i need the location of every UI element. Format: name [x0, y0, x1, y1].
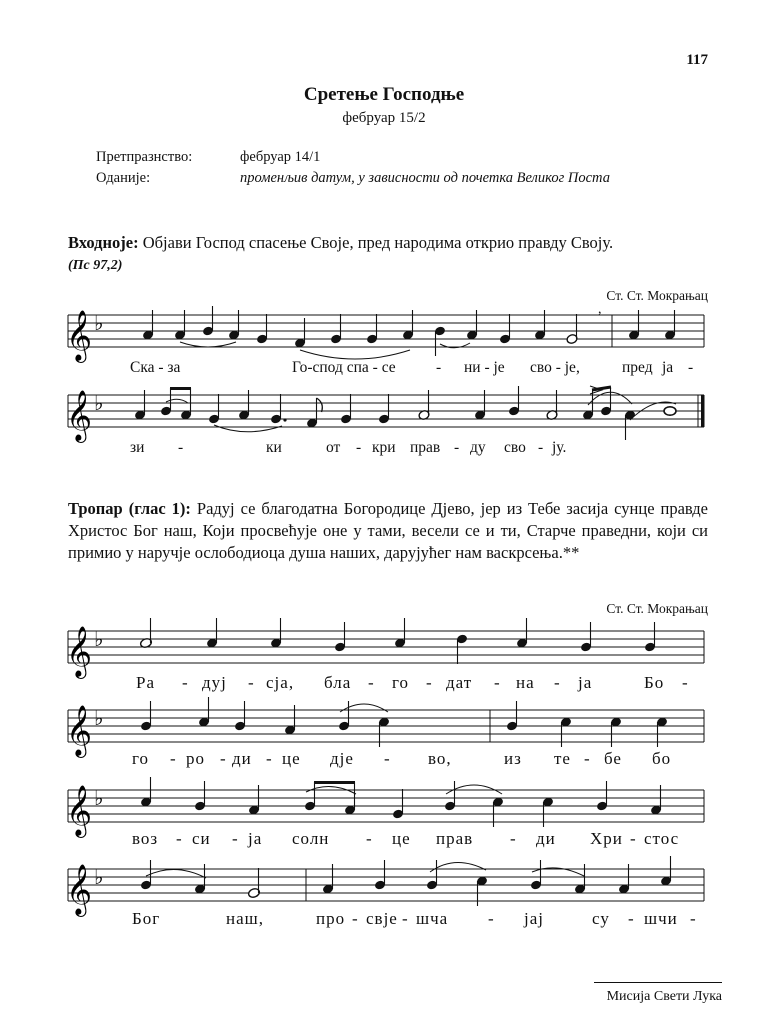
- notes: [140, 777, 662, 827]
- lyric: го: [392, 673, 410, 692]
- lyric: си: [192, 829, 211, 848]
- leavetaking-label: Оданије:: [96, 170, 151, 186]
- lyric: -: [368, 673, 375, 692]
- lyric: го: [132, 749, 150, 768]
- lyric: јај: [524, 909, 544, 928]
- breath-mark: ,: [598, 302, 602, 317]
- lyric: Ра: [136, 673, 155, 692]
- forefeast-value: фебруар 14/1: [240, 149, 321, 165]
- lyric: на: [516, 673, 535, 692]
- staff-lines: [68, 631, 704, 663]
- lyric: -: [688, 359, 694, 376]
- key-flat-icon: ♭: [94, 627, 104, 651]
- lyric: -: [178, 439, 184, 456]
- lyric: сво: [504, 439, 526, 456]
- leavetaking-value: променљив датум, у зависности од почетка Великог Поста: [240, 170, 610, 186]
- lyric: Ска - за: [130, 359, 181, 376]
- lyric: -: [182, 673, 189, 692]
- lyric: Хри: [590, 829, 623, 848]
- key-flat-icon: ♭: [94, 311, 104, 335]
- lyric: шча: [416, 909, 449, 928]
- lyric: Бо: [644, 673, 665, 692]
- staff-lines: [68, 710, 704, 742]
- system-6: [66, 856, 704, 928]
- key-flat-icon: ♭: [94, 865, 104, 889]
- lyric: Го-спод спа - се: [292, 359, 396, 376]
- lyric: -: [494, 673, 501, 692]
- lyric: солн: [292, 829, 330, 848]
- entrance-composer: Ст. Ст. Мокрањац: [606, 288, 708, 303]
- lyric: ни - је: [464, 359, 505, 376]
- slurs: [340, 704, 388, 712]
- treble-clef-icon: 𝄞: [66, 705, 93, 756]
- slurs: [146, 862, 584, 878]
- lyric: -: [232, 829, 239, 848]
- footer-rule: [594, 982, 722, 983]
- lyrics-system-1: [130, 359, 693, 376]
- treble-clef-icon: 𝄞: [66, 310, 93, 361]
- lyric: ду: [470, 439, 486, 456]
- lyric: -: [690, 909, 697, 928]
- lyric: воз: [132, 829, 159, 848]
- entrance-text: Објави Господ спасење Своје, пред народима открио правду Своју.: [142, 233, 614, 252]
- troparion-text: Радуј се благодатна Богородице Дјево, јер из Тебе засија сунце правде Христос Бог наш, Који просвећује оне у тами, весели се и ти, Старче праведни, који си примио у наручје ослободиоца душа наших, дарујућег нам васкрсења.**: [68, 499, 708, 562]
- lyric: из: [504, 749, 522, 768]
- staff-lines: [68, 790, 704, 822]
- lyrics-system-2: [130, 439, 566, 456]
- lyric: свје: [366, 909, 398, 928]
- lyric: те: [554, 749, 571, 768]
- lyric: зи: [130, 439, 145, 456]
- lyric: ја: [248, 829, 263, 848]
- lyric: -: [426, 673, 433, 692]
- key-flat-icon: ♭: [94, 391, 104, 415]
- lyric: -: [538, 439, 544, 456]
- lyric: сја,: [266, 673, 295, 692]
- lyric: -: [488, 909, 495, 928]
- treble-clef-icon: 𝄞: [66, 626, 93, 677]
- lyric: -: [402, 909, 409, 928]
- lyric: -: [630, 829, 637, 848]
- system-3: [66, 618, 704, 692]
- lyric: прав: [436, 829, 474, 848]
- lyric: -: [176, 829, 183, 848]
- lyric: -: [170, 749, 177, 768]
- lyric: -: [356, 439, 362, 456]
- lyric: ди: [536, 829, 556, 848]
- lyric: -: [584, 749, 591, 768]
- lyric: пред: [622, 359, 653, 376]
- lyric: -: [554, 673, 561, 692]
- lyric: -: [436, 359, 442, 376]
- lyric: -: [352, 909, 359, 928]
- lyric: -: [682, 673, 689, 692]
- key-flat-icon: ♭: [94, 706, 104, 730]
- treble-clef-icon: 𝄞: [66, 390, 93, 441]
- lyric: прав: [410, 439, 441, 456]
- lyric: -: [454, 439, 460, 456]
- forefeast-label: Претпразнство:: [96, 149, 193, 165]
- lyric: шчи: [644, 909, 678, 928]
- lyric: Бог: [132, 909, 161, 928]
- lyric: сво - је,: [530, 359, 580, 376]
- troparion-heading: Тропар (глас 1):: [68, 499, 191, 518]
- lyric: ја: [578, 673, 593, 692]
- lyric: ди: [232, 749, 252, 768]
- lyric: су: [592, 909, 610, 928]
- system-5: [66, 777, 704, 848]
- system-2: [66, 386, 705, 456]
- lyric: дуј: [202, 673, 227, 692]
- key-flat-icon: ♭: [94, 786, 104, 810]
- staff-lines: [68, 869, 704, 901]
- notes: [140, 856, 672, 906]
- final-barline: [701, 395, 705, 427]
- notes: [139, 618, 656, 664]
- lyric: про: [316, 909, 346, 928]
- lyrics-system-6: [132, 909, 697, 928]
- lyrics-system-4: [132, 749, 671, 768]
- system-1: [66, 302, 704, 376]
- lyric: ро: [186, 749, 205, 768]
- system-4: [66, 697, 704, 768]
- lyric: -: [384, 749, 391, 768]
- lyric: ју.: [552, 439, 567, 456]
- lyric: от: [326, 439, 341, 456]
- lyric: це: [282, 749, 301, 768]
- notes: [134, 386, 676, 440]
- lyric: наш,: [226, 909, 264, 928]
- entrance-reference: (Пс 97,2): [68, 258, 123, 273]
- page-title: Сретење Господње: [303, 84, 465, 105]
- troparion-composer: Ст. Ст. Мокрањац: [606, 601, 708, 616]
- entrance-heading: Входноје:: [68, 233, 139, 252]
- slurs: [180, 342, 470, 359]
- lyric: бла: [324, 673, 352, 692]
- treble-clef-icon: 𝄞: [66, 864, 93, 915]
- lyric: во,: [428, 749, 452, 768]
- lyric: ја: [662, 359, 674, 376]
- lyric: кри: [372, 439, 396, 456]
- lyric: дат: [446, 673, 473, 692]
- lyric: -: [510, 829, 517, 848]
- lyric: -: [366, 829, 373, 848]
- lyric: стос: [644, 829, 680, 848]
- lyric: бе: [604, 749, 622, 768]
- page-subtitle: фебруар 15/2: [342, 110, 426, 126]
- lyric: -: [220, 749, 227, 768]
- lyric: -: [628, 909, 635, 928]
- page-footer: Мисија Свети Лука: [606, 989, 722, 1004]
- lyrics-system-5: [132, 829, 679, 848]
- lyrics-system-3: [136, 673, 689, 692]
- lyric: ки: [266, 439, 282, 456]
- staff-lines: [68, 315, 704, 347]
- lyric: -: [266, 749, 273, 768]
- treble-clef-icon: 𝄞: [66, 785, 93, 836]
- lyric: -: [248, 673, 255, 692]
- page-number: 117: [686, 52, 708, 68]
- lyric: бо: [652, 749, 672, 768]
- lyric: це: [392, 829, 411, 848]
- lyric: дје: [330, 749, 354, 768]
- notes: [140, 697, 668, 747]
